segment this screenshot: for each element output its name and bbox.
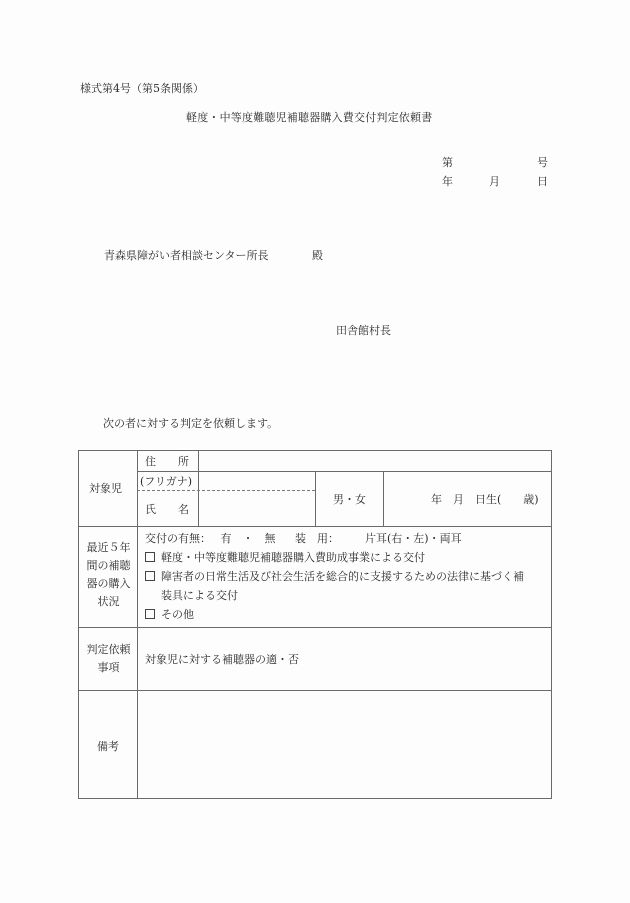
remarks-field[interactable] (138, 691, 551, 798)
furigana-field[interactable] (199, 472, 315, 490)
checkbox-item[interactable]: その他 (145, 609, 194, 620)
name-field[interactable] (199, 491, 315, 526)
remarks-label: 備考 (97, 740, 119, 753)
sender: 田舎館村長 (336, 324, 391, 337)
request-item-value: 対象児に対する補聴器の適・否 (145, 653, 299, 666)
row-divider (79, 627, 551, 628)
number-prefix: 第 (442, 156, 453, 169)
grant-options[interactable]: 有 ・ 無 (220, 532, 276, 545)
addressee: 青森県障がい者相談センター所長 (104, 249, 269, 262)
date-month: 月 (489, 175, 500, 188)
row-divider (79, 526, 551, 527)
column-divider (383, 472, 384, 526)
column-divider (315, 472, 316, 526)
checkbox-icon[interactable] (145, 609, 155, 619)
checkbox-item[interactable]: 軽度・中等度難聴児補聴器購入費助成事業による交付 (145, 552, 425, 563)
name-label: 氏 名 (145, 503, 189, 516)
request-item-label: 判定依頼 事項 (86, 643, 131, 674)
checkbox-icon[interactable] (145, 571, 155, 581)
history-label: 最近５年 間の補聴 器の購入 状況 (86, 541, 131, 608)
date-day: 日 (537, 175, 548, 188)
addressee-honorific: 殿 (312, 249, 323, 262)
request-statement: 次の者に対する判定を依頼します。 (103, 417, 279, 430)
birthdate-field[interactable]: 年 月 日生( 歳) (431, 493, 539, 506)
checkbox-icon[interactable] (145, 552, 155, 562)
checkbox-item-continuation: 装具による交付 (161, 589, 238, 602)
furigana-label: (フリガナ) (140, 475, 193, 488)
grant-status-line: 交付の有無： 有 ・ 無 装 用： 片耳(右・左)・両耳 (145, 532, 462, 545)
judgment-request-table (78, 450, 552, 799)
wear-options[interactable]: 片耳(右・左)・両耳 (365, 532, 462, 545)
checkbox-item[interactable]: 障害者の日常生活及び社会生活を総合的に支援するための法律に基づく補 (145, 571, 524, 582)
address-label: 住 所 (145, 455, 189, 468)
address-field[interactable] (199, 451, 550, 471)
form-reference: 様式第4号（第5条関係） (80, 82, 204, 95)
gender-options[interactable]: 男・女 (333, 493, 366, 506)
subject-label: 対象児 (89, 482, 122, 495)
document-title: 軽度・中等度難聴児補聴器購入費交付判定依頼書 (186, 111, 433, 124)
number-suffix: 号 (537, 156, 548, 169)
date-year: 年 (442, 175, 453, 188)
